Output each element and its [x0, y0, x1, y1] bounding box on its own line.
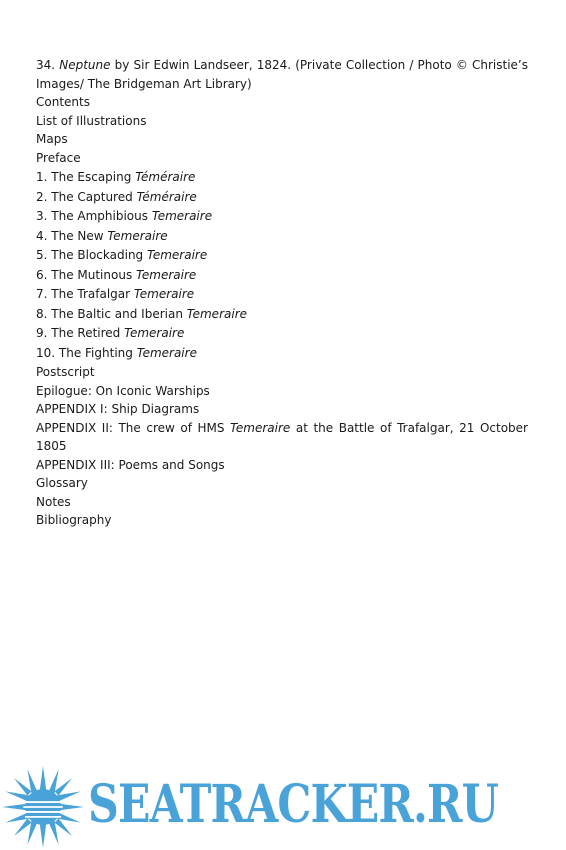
caption-title: Neptune	[59, 58, 111, 72]
toc-preface[interactable]: Preface	[36, 150, 81, 165]
ship-name: Temeraire	[107, 228, 168, 243]
toc-maps[interactable]: Maps	[36, 132, 68, 146]
toc-chapter-4[interactable]	[36, 227, 528, 246]
toc-appendix-2[interactable]	[36, 419, 528, 456]
ship-name: Temeraire	[230, 420, 291, 435]
ship-name: Temeraire	[133, 287, 195, 301]
chapter-title: 6. The Mutinous	[36, 267, 133, 282]
toc-chapter-1[interactable]	[36, 168, 528, 187]
watermark-text: SEATRACKER.RU	[88, 774, 499, 835]
chapter-title: 10. The Fighting	[36, 345, 133, 360]
toc-epilogue[interactable]: Epilogue: On Iconic Warships	[36, 383, 210, 398]
ship-name: Téméraire	[136, 189, 197, 204]
chapter-title: 7. The Trafalgar	[36, 287, 131, 301]
toc-chapter-5[interactable]	[36, 246, 528, 265]
illustration-caption	[36, 56, 528, 93]
chapter-title: 5. The Blockading	[36, 248, 144, 262]
chapter-title: 9. The Retired	[36, 326, 121, 340]
toc-postscript[interactable]: Postscript	[36, 365, 95, 379]
ship-name: Temeraire	[186, 306, 248, 321]
chapter-title: 3. The Amphibious	[36, 209, 149, 223]
toc-bibliography[interactable]: Bibliography	[36, 513, 112, 527]
watermark	[0, 762, 566, 850]
sun-icon	[2, 766, 84, 848]
ship-name: Temeraire	[151, 209, 213, 223]
ship-name: Temeraire	[136, 267, 197, 282]
chapter-title: 1. The Escaping	[36, 170, 132, 184]
caption-text: by Sir Edwin Landseer, 1824. (Private Collection / Photo © Christie’s Images/ The Bridgeman Art Library)	[36, 58, 528, 91]
appendix-text: APPENDIX II: The crew of HMS	[36, 420, 225, 435]
toc-notes[interactable]: Notes	[36, 494, 71, 509]
chapter-title: 4. The New	[36, 228, 104, 243]
caption-number: 34.	[36, 58, 56, 72]
toc-appendix-1[interactable]: APPENDIX I: Ship Diagrams	[36, 402, 200, 416]
document-body	[36, 56, 528, 530]
toc-chapter-3[interactable]	[36, 207, 528, 226]
chapter-title: 2. The Captured	[36, 189, 133, 204]
ship-name: Temeraire	[124, 326, 185, 340]
toc-chapter-8[interactable]	[36, 305, 528, 324]
chapter-title: 8. The Baltic and Iberian	[36, 306, 183, 321]
ship-name: Temeraire	[136, 345, 197, 360]
ship-name: Téméraire	[135, 170, 196, 184]
toc-chapter-9[interactable]	[36, 324, 528, 343]
toc-list-of-illustrations[interactable]: List of Illustrations	[36, 113, 147, 128]
toc-chapter-6[interactable]	[36, 266, 528, 285]
ship-name: Temeraire	[147, 248, 208, 262]
appendix-text: at the Battle of Trafalgar, 21 October 1805	[36, 420, 528, 453]
toc-glossary[interactable]: Glossary	[36, 476, 88, 490]
toc-appendix-3[interactable]: APPENDIX III: Poems and Songs	[36, 457, 225, 472]
toc-contents[interactable]: Contents	[36, 95, 90, 109]
toc-chapter-2[interactable]	[36, 188, 528, 207]
toc-chapter-10[interactable]	[36, 344, 528, 363]
toc-chapter-7[interactable]	[36, 285, 528, 304]
